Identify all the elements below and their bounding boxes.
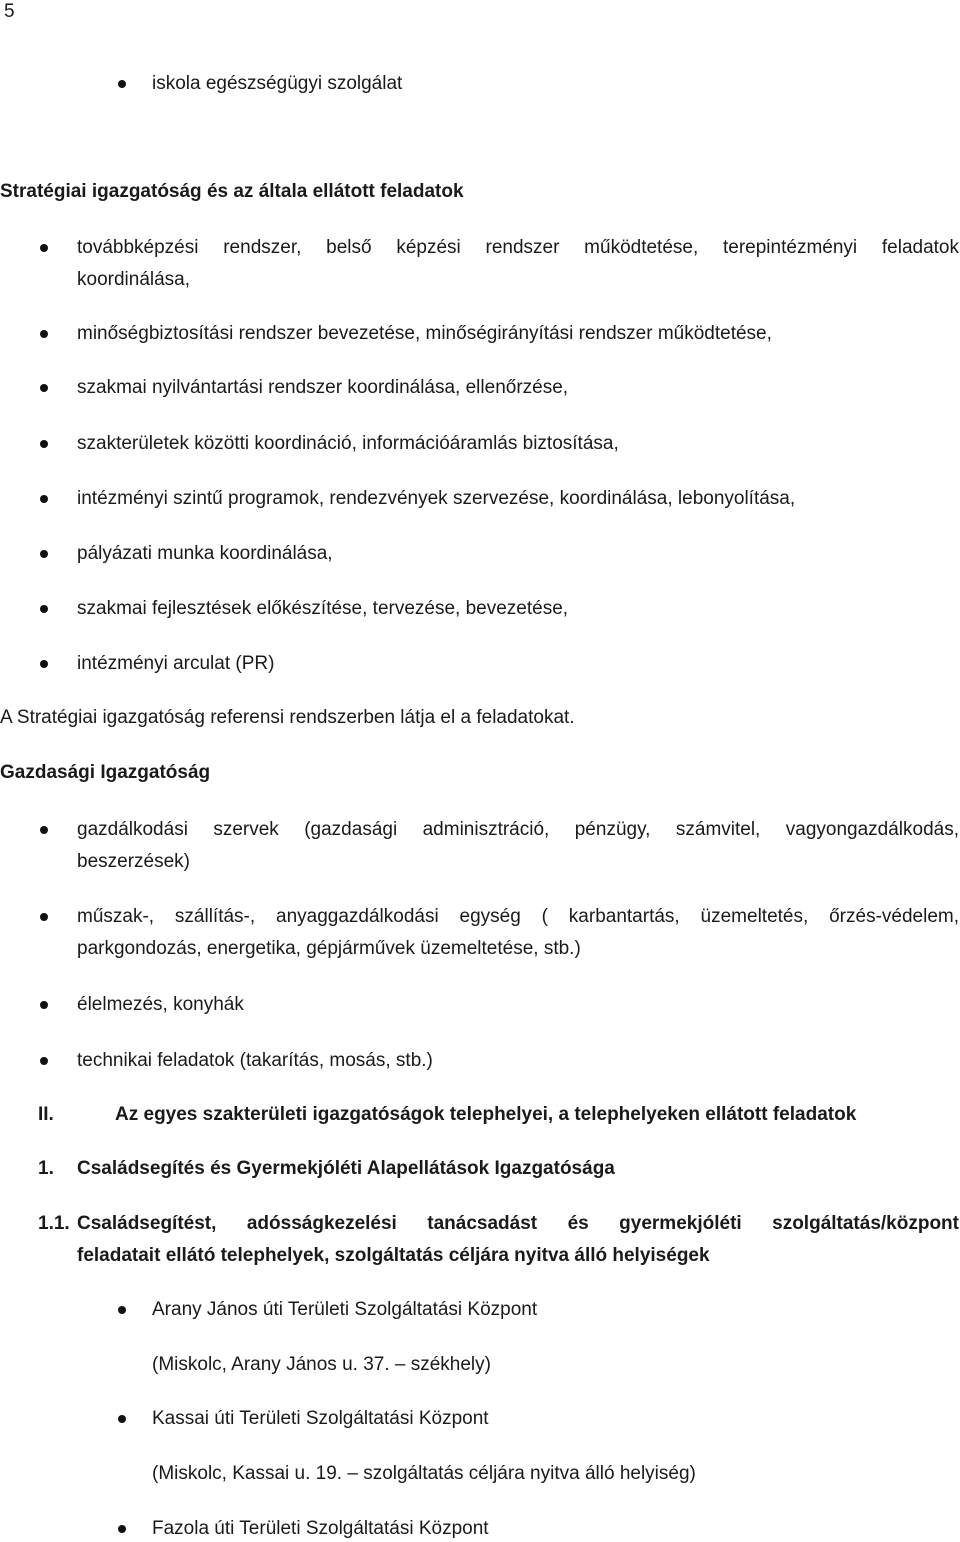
location-name: Arany János úti Területi Szolgáltatási Központ	[152, 1299, 538, 1320]
location-detail: (Miskolc, Kassai u. 19. – szolgáltatás céljára nyitva álló helyiség)	[152, 1463, 696, 1484]
bullet-icon	[40, 495, 48, 503]
list-item-continuation: beszerzések)	[77, 851, 190, 872]
bullet-icon	[40, 550, 48, 558]
subsection-number: 1.	[38, 1158, 54, 1179]
list-item: iskola egészségügyi szolgálat	[152, 73, 403, 94]
subsubsection-number: 1.1.	[38, 1213, 70, 1234]
list-item: továbbképzési rendszer, belső képzési rendszer működtetése, terepintézményi feladatok	[77, 237, 959, 258]
list-item: gazdálkodási szervek (gazdasági adminisztráció, pénzügy, számvitel, vagyongazdálkodás,	[77, 819, 959, 840]
bullet-icon	[40, 1057, 48, 1065]
bullet-icon	[40, 826, 48, 834]
section-heading-strategic: Stratégiai igazgatóság és az általa ellátott feladatok	[0, 181, 464, 202]
location-name: Fazola úti Területi Szolgáltatási Központ	[152, 1518, 489, 1539]
list-item: minőségbiztosítási rendszer bevezetése, minőségirányítási rendszer működtetése,	[77, 323, 772, 344]
list-item: intézményi arculat (PR)	[77, 653, 275, 674]
bullet-icon	[40, 440, 48, 448]
bullet-icon	[40, 660, 48, 668]
list-item: szakmai nyilvántartási rendszer koordinálása, ellenőrzése,	[77, 377, 569, 398]
list-item: műszak-, szállítás-, anyaggazdálkodási egység ( karbantartás, üzemeltetés, őrzés-védelem,	[77, 906, 959, 927]
bullet-icon	[40, 1001, 48, 1009]
bullet-icon	[118, 80, 126, 88]
bullet-icon	[118, 1415, 126, 1423]
bullet-icon	[40, 913, 48, 921]
list-item: szakterületek közötti koordináció, információáramlás biztosítása,	[77, 433, 619, 454]
list-item: szakmai fejlesztések előkészítése, tervezése, bevezetése,	[77, 598, 569, 619]
location-detail: (Miskolc, Arany János u. 37. – székhely)	[152, 1354, 491, 1375]
section-title: Az egyes szakterületi igazgatóságok telephelyei, a telephelyeken ellátott feladatok	[115, 1104, 857, 1125]
page-number: 5	[4, 1, 15, 22]
list-item-continuation: parkgondozás, energetika, gépjárművek üzemeltetése, stb.)	[77, 938, 581, 959]
bullet-icon	[40, 330, 48, 338]
list-item: intézményi szintű programok, rendezvények szervezése, koordinálása, lebonyolítása,	[77, 488, 796, 509]
subsection-title: Családsegítés és Gyermekjóléti Alapellátások Igazgatósága	[77, 1158, 615, 1179]
strategic-note: A Stratégiai igazgatóság referensi rendszerben látja el a feladatokat.	[0, 707, 575, 728]
subsubsection-title-continuation: feladatait ellátó telephelyek, szolgáltatás céljára nyitva álló helyiségek	[77, 1245, 710, 1266]
bullet-icon	[40, 384, 48, 392]
list-item: technikai feladatok (takarítás, mosás, stb.)	[77, 1050, 433, 1071]
bullet-icon	[40, 244, 48, 252]
list-item: pályázati munka koordinálása,	[77, 543, 333, 564]
bullet-icon	[118, 1525, 126, 1533]
location-name: Kassai úti Területi Szolgáltatási Központ	[152, 1408, 489, 1429]
bullet-icon	[118, 1306, 126, 1314]
subsubsection-title: Családsegítést, adósságkezelési tanácsadást és gyermekjóléti szolgáltatás/központ	[77, 1213, 959, 1234]
list-item-continuation: koordinálása,	[77, 269, 191, 290]
bullet-icon	[40, 605, 48, 613]
list-item: élelmezés, konyhák	[77, 994, 244, 1015]
section-heading-economic: Gazdasági Igazgatóság	[0, 762, 211, 783]
section-number: II.	[38, 1104, 54, 1125]
